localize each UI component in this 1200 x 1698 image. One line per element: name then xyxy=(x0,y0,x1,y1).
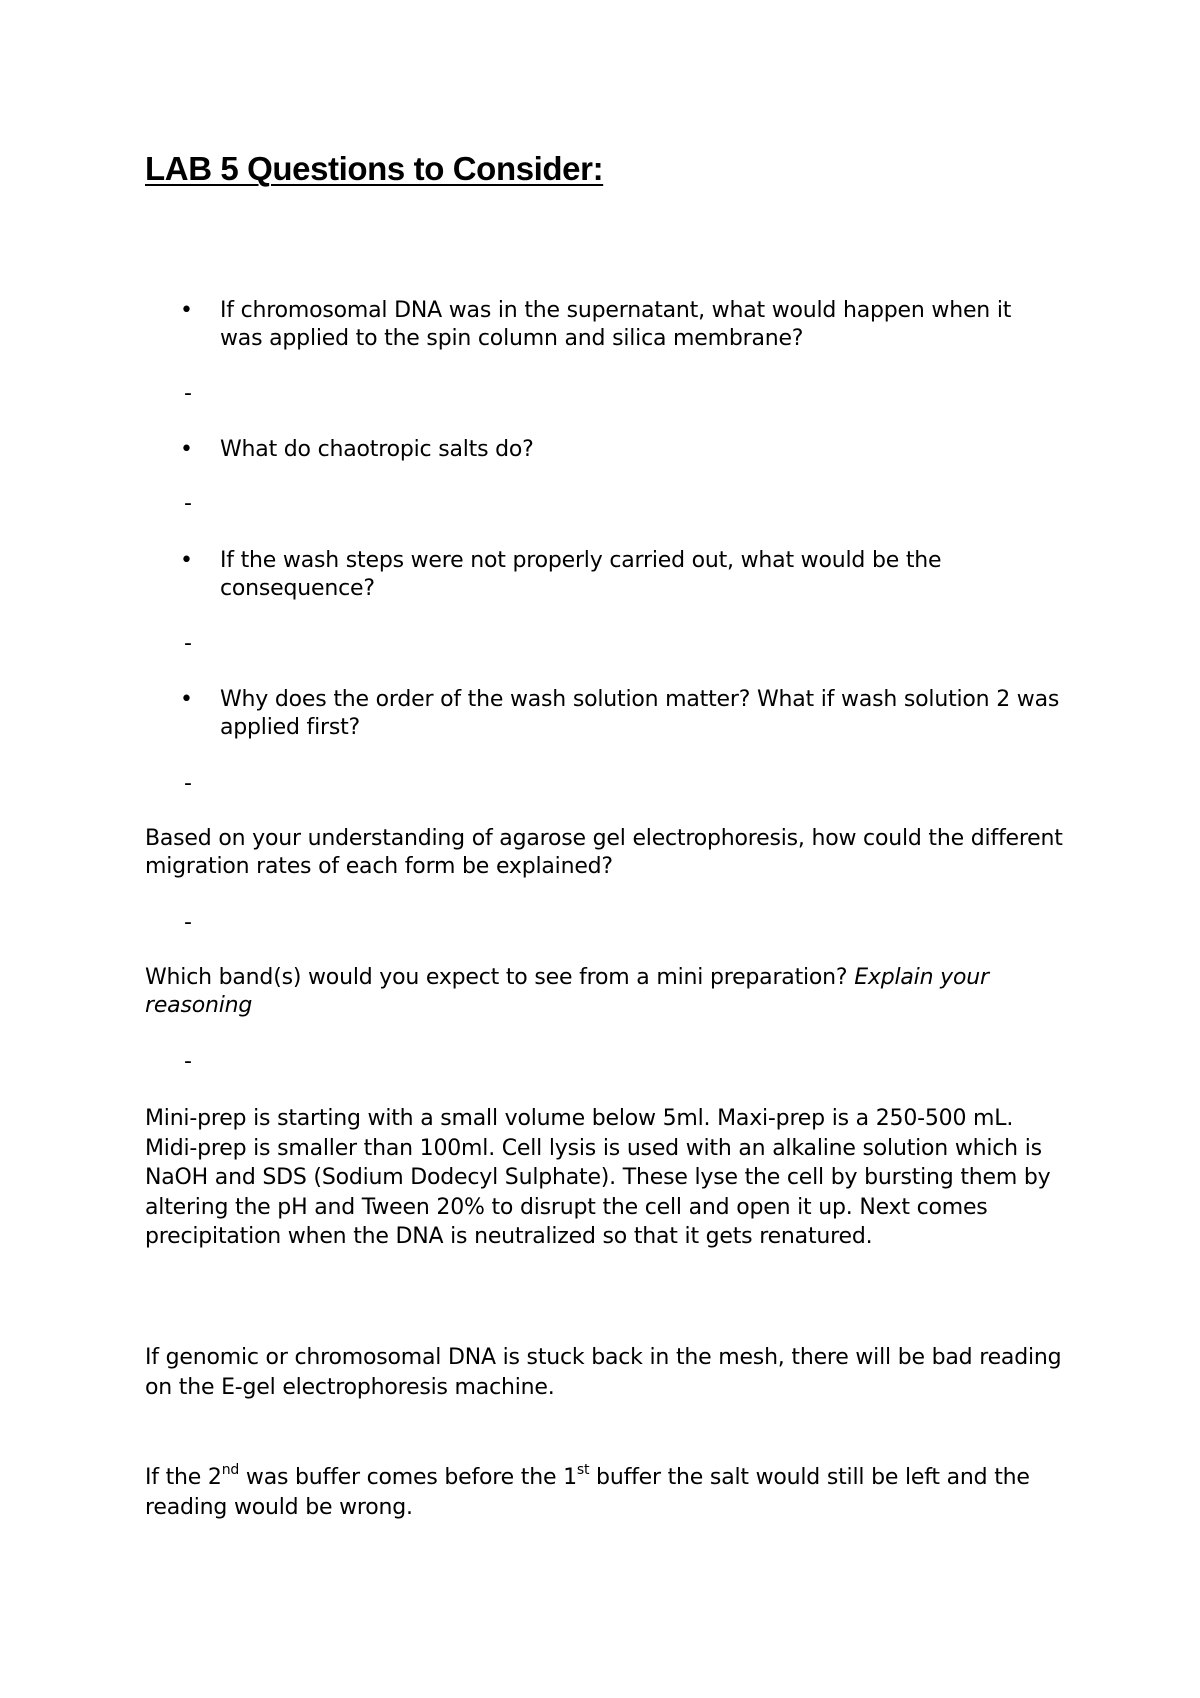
answer-dash: - xyxy=(184,771,192,796)
answer-dash: - xyxy=(184,1049,192,1074)
bullet-icon: • xyxy=(180,298,193,323)
page-title: LAB 5 Questions to Consider: xyxy=(145,150,604,187)
answer-dash: - xyxy=(184,491,192,516)
question-text: If chromosomal DNA was in the supernatant, what would happen when it was applied to the spin column and silica membrane? xyxy=(220,298,1012,351)
question-emphasis: Explain your reasoning xyxy=(145,965,989,1018)
bullet-icon: • xyxy=(180,437,193,462)
list-item xyxy=(180,297,1060,353)
bullet-icon: • xyxy=(180,687,193,712)
answer-dash: - xyxy=(184,910,192,935)
question-text: Why does the order of the wash solution matter? What if wash solution 2 was applied first? xyxy=(220,687,1060,740)
question-text: What do chaotropic salts do? xyxy=(220,437,534,462)
ordinal-suffix: st xyxy=(576,1461,590,1478)
list-item xyxy=(180,436,1060,464)
question-text: If the wash steps were not properly carried out, what would be the consequence? xyxy=(220,548,942,601)
answer-dash: - xyxy=(184,381,192,406)
answer-paragraph xyxy=(145,1463,1070,1522)
answer-dash: - xyxy=(184,631,192,656)
list-item xyxy=(180,547,1060,603)
question-paragraph xyxy=(145,964,1070,1020)
answer-text: If the 2 xyxy=(145,1465,222,1490)
question-text: Which band(s) would you expect to see from a mini preparation? xyxy=(145,965,855,990)
answer-paragraph: Mini-prep is starting with a small volume below 5ml. Maxi-prep is a 250-500 mL. Midi-prep is smaller than 100ml. Cell lysis is used with an alkaline solution which is NaOH and SDS (Sodium Dodecyl Sulphate). These lyse the cell by bursting them by altering the pH and Tween 20% to disrupt the cell and open it up. Next comes precipitation when the DNA is neutralized so that it gets renatured. xyxy=(145,1106,1051,1249)
answer-text: buffer the salt would still be left and the reading would be wrong. xyxy=(145,1465,1030,1520)
bullet-icon: • xyxy=(180,548,193,573)
question-paragraph: Based on your understanding of agarose gel electrophoresis, how could the different migration rates of each form be explained? xyxy=(145,826,1063,879)
list-item xyxy=(180,686,1060,742)
ordinal-suffix: nd xyxy=(221,1461,240,1478)
answer-text: was buffer comes before the 1 xyxy=(239,1465,577,1490)
answer-paragraph: If genomic or chromosomal DNA is stuck back in the mesh, there will be bad reading on the E-gel electrophoresis machine. xyxy=(145,1345,1062,1400)
